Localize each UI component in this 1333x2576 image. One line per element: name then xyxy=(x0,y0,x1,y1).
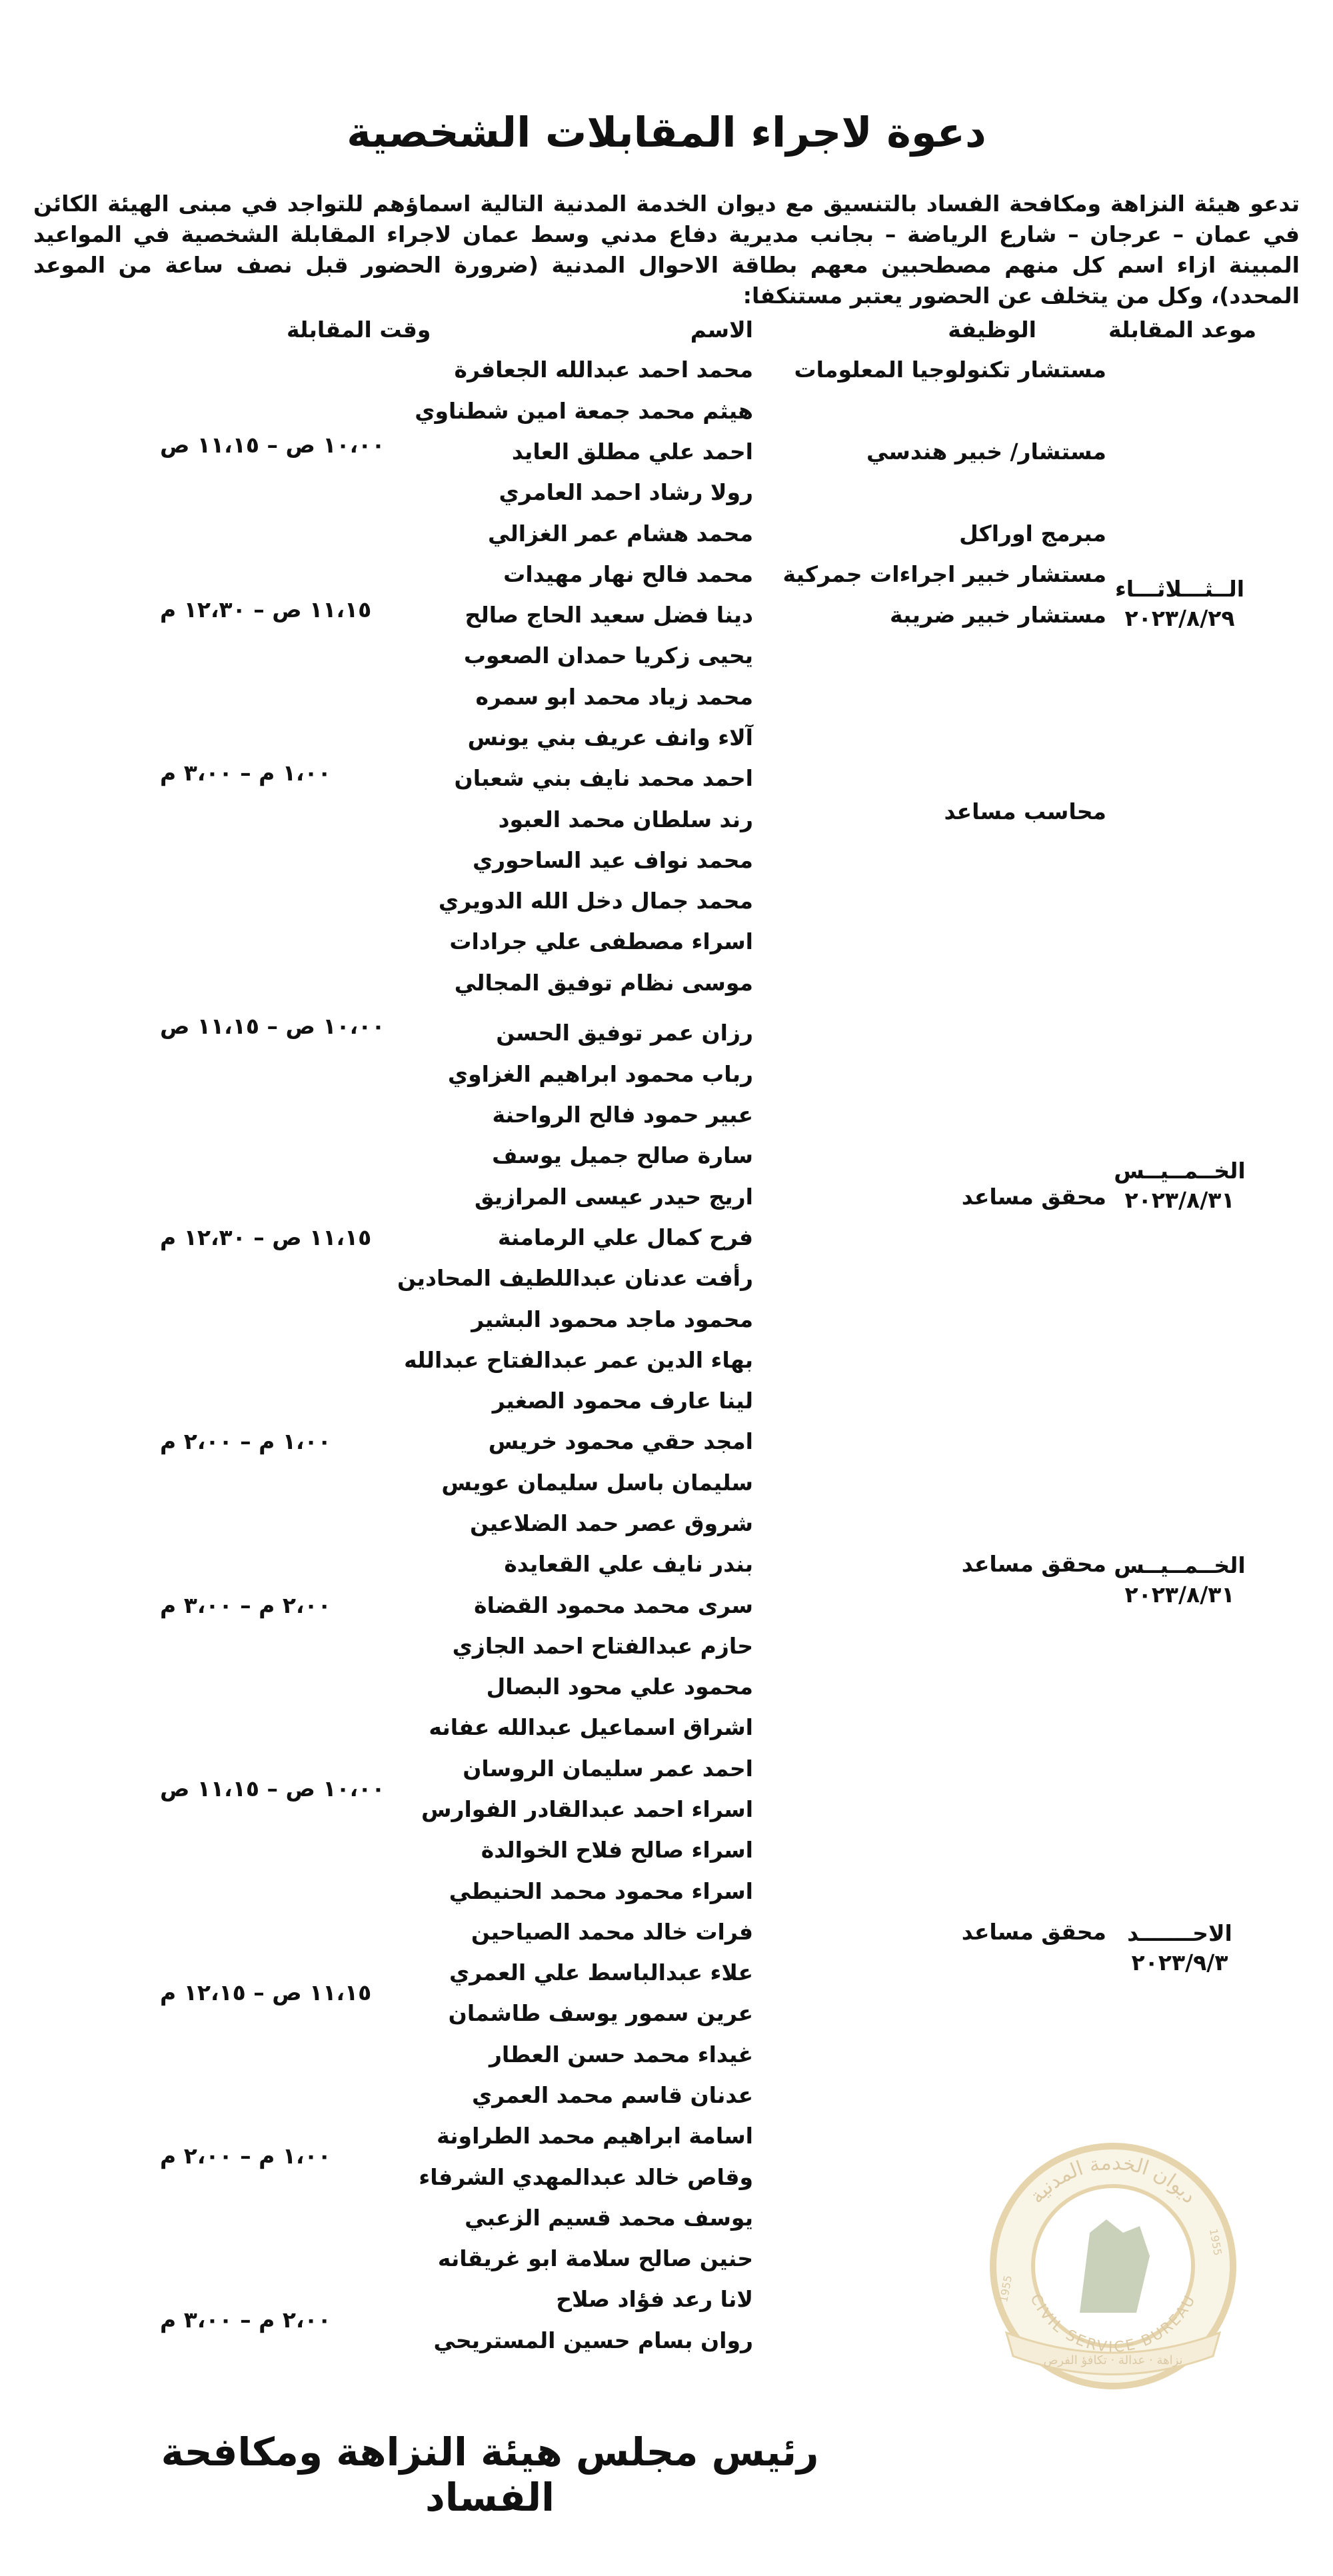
name-cell: اسراء مصطفى علي جرادات xyxy=(449,928,753,954)
name-cell: فرح كمال علي الرمامنة xyxy=(497,1224,753,1250)
name-cell: لانا رعد فؤاد صلاح xyxy=(556,2286,753,2312)
seal-motto: نزاهة · عدالة · تكافؤ الفرص xyxy=(1043,2353,1183,2367)
job-cell: مبرمج اوراكل xyxy=(959,521,1106,547)
time-cell: ١٠،٠٠ ص – ١١،١٥ ص xyxy=(160,432,385,458)
name-cell: يوسف محمد قسيم الزعبي xyxy=(465,2205,753,2231)
name-cell: دينا فضل سعيد الحاج صالح xyxy=(465,602,753,628)
time-cell: ٢،٠٠ م – ٣،٠٠ م xyxy=(160,2307,331,2333)
job-cell: محاسب مساعد xyxy=(944,798,1106,824)
name-cell: رولا رشاد احمد العامري xyxy=(499,479,753,505)
name-cell: اريج حيدر عيسى المرازيق xyxy=(474,1184,753,1210)
name-cell: سليمان باسل سليمان عويس xyxy=(441,1470,753,1496)
intro-paragraph: تدعو هيئة النزاهة ومكافحة الفساد بالتنسيق مع ديوان الخدمة المدنية التالية اسماؤهم للتواجد في مبنى الهيئة الكائن في عمان – عرجان – شارع الرياضة – بجانب مديرية دفاع مدني وسط عمان لاجراء المقابلة الشخصية في المواعيد المبينة ازاء اسم كل منهم مصطحبين معهم بطاقة الاحوال المدنية (ضرورة الحضور قبل نصف ساعة من الموعد المحدد)، وكل من يتخلف عن الحضور يعتبر مستنكفا: xyxy=(33,191,1300,309)
seal-arabic-text: ديوان الخدمة المدنية xyxy=(1025,2151,1202,2209)
day-label: الخــمــيــس xyxy=(1114,1158,1246,1184)
name-cell: احمد عمر سليمان الروسان xyxy=(463,1756,753,1782)
time-cell: ١،٠٠ م – ٢،٠٠ م xyxy=(160,1428,331,1454)
job-cell: محقق مساعد xyxy=(961,1919,1106,1945)
job-cell: محقق مساعد xyxy=(961,1551,1106,1577)
seal-year-left: 1955 xyxy=(997,2274,1014,2303)
name-cell: موسى نظام توفيق المجالي xyxy=(454,970,753,996)
name-cell: محمد زياد محمد ابو سمره xyxy=(475,684,753,710)
day-label: الــثـــلاثـــاء xyxy=(1114,576,1245,602)
seal-english-text: CIVIL SERVICE BUREAU xyxy=(1026,2291,1200,2356)
time-cell: ٢،٠٠ م – ٣،٠٠ م xyxy=(160,1592,331,1618)
job-cell: مستشار خبير ضريبة xyxy=(890,602,1106,628)
name-cell: شروق عصر حمد الضلاعين xyxy=(469,1510,753,1536)
interview-date xyxy=(1106,1156,1253,1215)
name-cell: رزان عمر توفيق الحسن xyxy=(496,1020,753,1046)
date-label: ٢٠٢٣/٨/٣١ xyxy=(1124,1582,1235,1608)
name-cell: سرى محمد محمود القضاة xyxy=(474,1592,753,1618)
time-cell: ١،٠٠ م – ٣،٠٠ م xyxy=(160,760,331,786)
name-cell: محمد جمال دخل الله الدويري xyxy=(438,888,753,914)
name-cell: رند سلطان محمد العبود xyxy=(498,806,753,832)
header-time: وقت المقابلة xyxy=(287,317,431,343)
name-cell: سارة صالح جميل يوسف xyxy=(492,1142,753,1168)
name-cell: امجد حقي محمود خريس xyxy=(488,1428,753,1454)
name-cell: لينا عارف محمود الصغير xyxy=(492,1388,753,1414)
name-cell: محمود ماجد محمود البشير xyxy=(471,1306,753,1332)
day-label: الاحـــــــد xyxy=(1127,1920,1232,1946)
name-cell: محمد احمد عبدالله الجعافرة xyxy=(454,357,753,383)
name-cell: حازم عبدالفتاح احمد الجازي xyxy=(452,1633,753,1659)
name-cell: غيداء محمد حسن العطار xyxy=(489,2041,753,2067)
job-cell: مستشار/ خبير هندسي xyxy=(866,439,1106,465)
signature-line: رئيس مجلس هيئة النزاهة ومكافحة الفساد xyxy=(161,2429,819,2520)
name-cell: هيثم محمد جمعة امين شطناوي xyxy=(415,398,753,424)
name-cell: اسراء محمود محمد الحنيطي xyxy=(449,1878,753,1904)
date-label: ٢٠٢٣/٩/٣ xyxy=(1131,1949,1228,1975)
name-cell: عبير حمود فالح الرواحنة xyxy=(492,1102,753,1128)
job-cell: محقق مساعد xyxy=(961,1184,1106,1210)
name-cell: رأفت عدنان عبداللطيف المحادين xyxy=(397,1265,753,1291)
name-cell: محمد نواف عيد الساحوري xyxy=(472,847,753,873)
seal-year-right: 1955 xyxy=(1206,2227,1224,2257)
name-cell: اشراق اسماعيل عبدالله عفانه xyxy=(429,1714,753,1740)
date-label: ٢٠٢٣/٨/٢٩ xyxy=(1124,605,1235,631)
time-cell: ١٠،٠٠ ص – ١١،١٥ ص xyxy=(160,1776,385,1802)
name-cell: رباب محمود ابراهيم الغزاوي xyxy=(447,1061,753,1087)
name-cell: روان بسام حسين المستريحي xyxy=(433,2327,753,2353)
name-cell: حنين صالح سلامة ابو غريقانه xyxy=(437,2245,753,2271)
time-cell: ١١،١٥ ص – ١٢،٣٠ م xyxy=(160,1224,372,1250)
job-cell: مستشار خبير اجراءات جمركية xyxy=(782,561,1106,587)
time-cell: ١١،١٥ ص – ١٢،١٥ م xyxy=(160,1979,372,2005)
day-label: الخــمــيــس xyxy=(1114,1552,1246,1578)
name-cell: بندر نايف علي القعايدة xyxy=(504,1551,753,1577)
name-cell: عدنان قاسم محمد العمري xyxy=(472,2082,753,2108)
name-cell: محمود علي محود البصال xyxy=(486,1674,753,1700)
header-job: الوظيفة xyxy=(948,317,1036,343)
interview-date xyxy=(1106,575,1253,633)
name-cell: اسراء صالح فلاح الخوالدة xyxy=(481,1837,753,1863)
interview-date xyxy=(1106,1551,1253,1610)
name-cell: اسراء احمد عبدالقادر الفوارس xyxy=(421,1796,753,1822)
header-date: موعد المقابلة xyxy=(1108,317,1256,343)
name-cell: يحيى زكريا حمدان الصعوب xyxy=(463,643,753,668)
name-cell: محمد فالح نهار مهيدات xyxy=(503,561,753,587)
name-cell: وقاص خالد عبدالمهدي الشرفاء xyxy=(419,2164,753,2190)
name-cell: اسامة ابراهيم محمد الطراونة xyxy=(437,2123,753,2149)
document-title: دعوة لاجراء المقابلات الشخصية xyxy=(347,108,986,157)
name-cell: آلاء وانف عريف بني يونس xyxy=(467,724,753,750)
name-cell: عرين سمور يوسف طاشمان xyxy=(448,2000,753,2026)
header-name: الاسم xyxy=(690,317,753,343)
job-cell: مستشار تكنولوجيا المعلومات xyxy=(794,357,1106,383)
name-cell: محمد هشام عمر الغزالي xyxy=(487,521,753,547)
interview-date xyxy=(1106,1919,1253,1977)
time-cell: ١١،١٥ ص – ١٢،٣٠ م xyxy=(160,597,372,623)
date-label: ٢٠٢٣/٨/٣١ xyxy=(1124,1187,1235,1213)
time-cell: ١،٠٠ م – ٢،٠٠ م xyxy=(160,2143,331,2169)
name-cell: فرات خالد محمد الصياحين xyxy=(471,1919,753,1945)
name-cell: علاء عبدالباسط علي العمري xyxy=(449,1959,753,1985)
civil-service-seal-icon xyxy=(980,2133,1246,2399)
name-cell: بهاء الدين عمر عبدالفتاح عبدالله xyxy=(404,1347,753,1373)
name-cell: احمد محمد نايف بني شعبان xyxy=(454,765,753,791)
name-cell: احمد علي مطلق العايد xyxy=(511,439,753,465)
time-cell: ١٠،٠٠ ص – ١١،١٥ ص xyxy=(160,1013,385,1039)
